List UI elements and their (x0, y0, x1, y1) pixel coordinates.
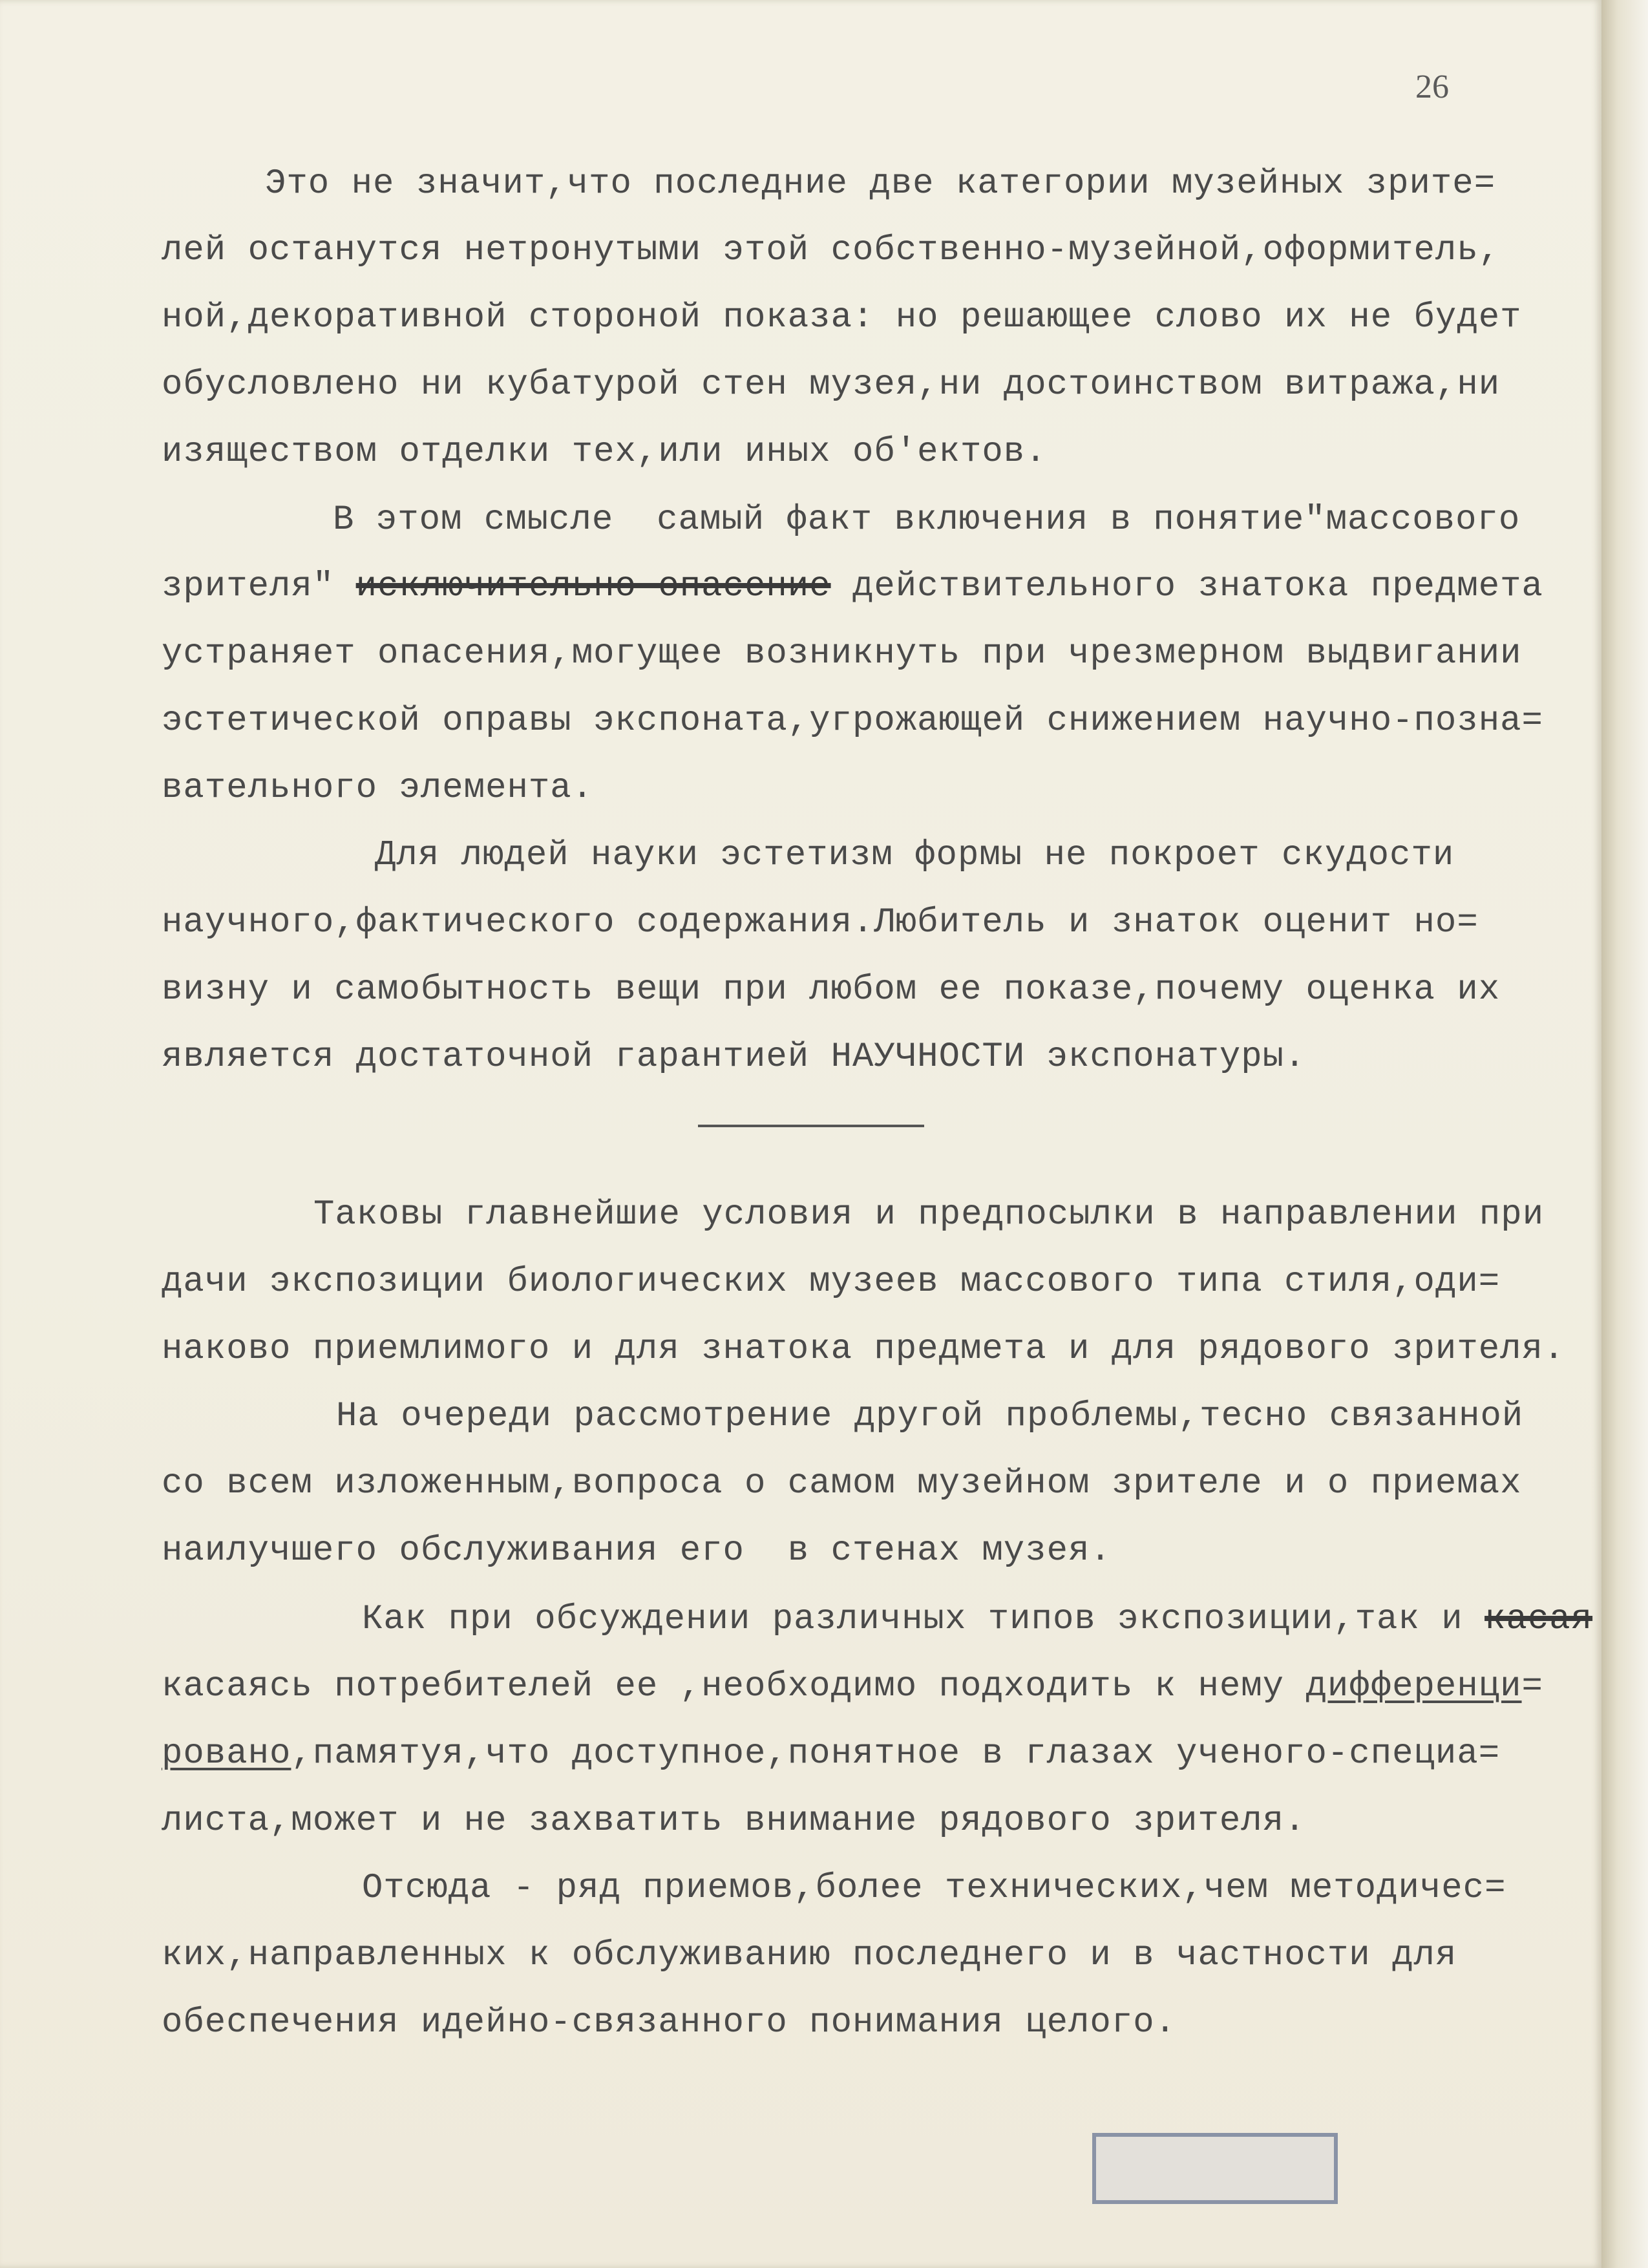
text-line-27: обеспечения идейно-связанного понимания целого. (162, 2003, 1177, 2042)
text-line-26: ких,направленных к обслуживанию последнего и в частности для (162, 1936, 1457, 1975)
text-line-10: вательного элемента. (162, 768, 594, 808)
text-line-11: Для людей науки эстетизм формы не покроет скудости (375, 836, 1455, 875)
page-number: 26 (1415, 69, 1449, 105)
text-line-5: изяществом отделки тех,или иных об'ектов. (162, 432, 1047, 472)
struck-text: касая (1484, 1600, 1593, 1639)
text-line-13: визну и самобытность вещи при любом ее показе,почему оценка их (162, 970, 1501, 1010)
text-line-1: Это не значит,что последние две категории музейных зрите= (265, 164, 1496, 204)
text-line-3: ной,декоративной стороной показа: но решающее слово их не будет (162, 298, 1522, 337)
text-line-7: зрителя" исключительно опасение действительного знатока предмета (162, 567, 1543, 606)
text-line-12: научного,фактического содержания.Любитель и знаток оценит но= (162, 903, 1479, 942)
underlined-text: дифференци (1305, 1667, 1522, 1706)
text-line-19: со всем изложенным,вопроса о самом музейном зрителе и о приемах (162, 1464, 1522, 1503)
text-line-16: дачи экспозиции биологических музеев массового типа стиля,оди= (162, 1262, 1501, 1302)
text-line-17: наково приемлимого и для знатока предмета и для рядового зрителя. (162, 1330, 1565, 1369)
text-line-6: В этом смысле самый факт включения в понятие"массового (333, 500, 1521, 540)
section-separator (698, 1125, 924, 1127)
text-line-25: Отсюда - ряд приемов,более технических,чем методичес= (362, 1869, 1506, 1908)
text-line-9: эстетической оправы экспоната,угрожающей снижением научно-позна= (162, 701, 1543, 741)
text-line-8: устраняет опасения,могущее возникнуть при чрезмерном выдвигании (162, 634, 1522, 673)
text-line-2: лей останутся нетронутыми этой собственно-музейной,оформитель, (162, 231, 1501, 270)
struck-text: исключительно опасение (355, 567, 831, 606)
text-line-18: На очереди рассмотрение другой проблемы,тесно связанной (336, 1397, 1524, 1436)
library-stamp (1092, 2133, 1338, 2204)
text-line-21: Как при обсуждении различных типов экспозиции,так и касая (362, 1600, 1593, 1639)
text-line-20: наилучшего обслуживания его в стенах музея. (162, 1531, 1112, 1571)
underlined-text: ровано (162, 1734, 291, 1774)
text-line-14: является достаточной гарантией НАУЧНОСТИ экспонатуры. (162, 1037, 1306, 1077)
text-line-15: Таковы главнейшие условия и предпосылки в направлении при (313, 1195, 1545, 1235)
text-line-22: касаясь потребителей ее ,необходимо подходить к нему дифференци= (162, 1667, 1543, 1706)
text-line-4: обусловлено ни кубатурой стен музея,ни достоинством витража,ни (162, 365, 1501, 405)
text-line-24: листа,может и не захватить внимание рядового зрителя. (162, 1801, 1306, 1841)
text-line-23: ровано,памятуя,что доступное,понятное в глазах ученого-специа= (162, 1734, 1501, 1774)
page-edge (1601, 0, 1648, 2268)
